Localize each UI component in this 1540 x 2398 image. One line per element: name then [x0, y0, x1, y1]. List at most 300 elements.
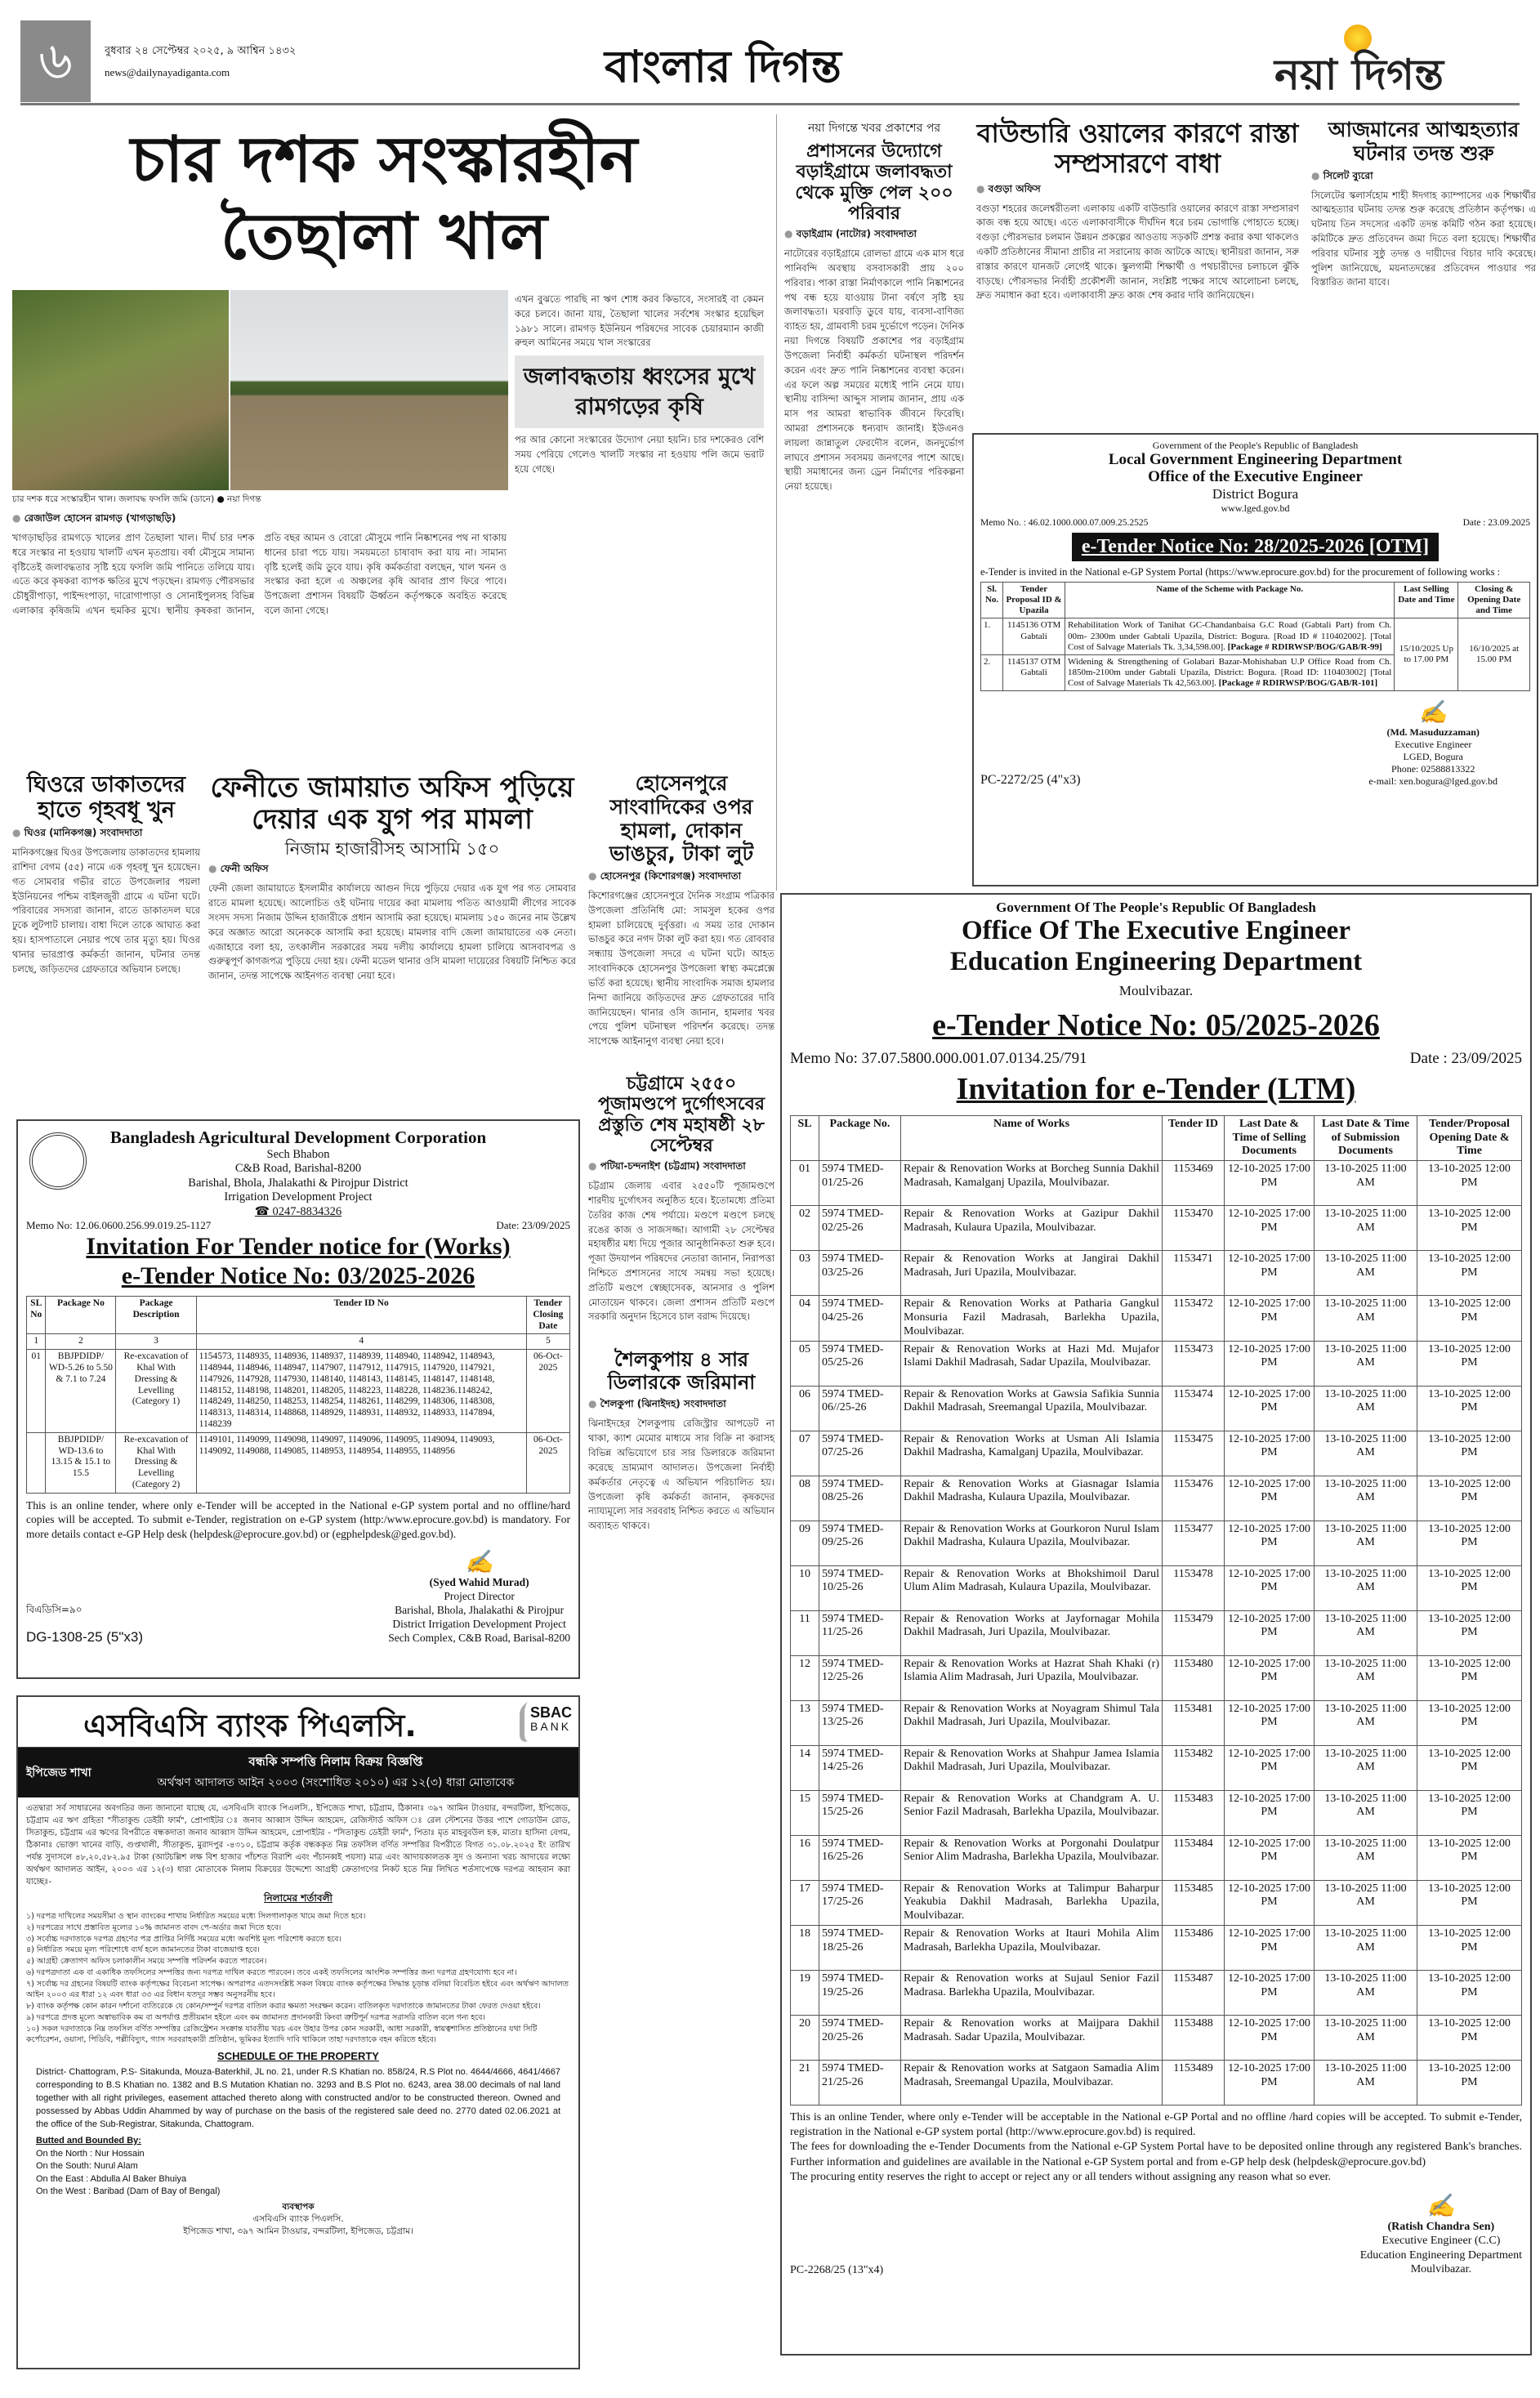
- story-ghior: [12, 772, 200, 976]
- cell-open: 13-10-2025 12:00 PM: [1417, 1386, 1522, 1431]
- cell-sub: 13-10-2025 11:00 AM: [1315, 1251, 1417, 1296]
- signer-phone: Phone: 02588813322: [1391, 763, 1475, 775]
- cell-sl: 1.: [981, 618, 1003, 655]
- story-body: ঝিনাইদহের শৈলকুপায় রেজিস্ট্রার আপডেট না থাকা, ক্যাশ মেমোর মাধ্যমে সার বিক্রি না করাসহ বিভিন্ন অভিযোগে চার সার ডিলারকে জরিমানা করেছে ভ্রাম্যমাণ আদালত। উপজেলা নির্বাহী কর্মকর্তার নেতৃত্বে এ অভিযান পরিচালিত হয়। উপজেলা কৃষি কর্মকর্তা জানান, কৃষকদের ন্যায্যমূল্যে সার সরবরাহ নিশ্চিত করতে এ অভিযান অব্যাহত থাকবে।: [588, 1418, 774, 1532]
- cell-sub: 13-10-2025 11:00 AM: [1315, 1206, 1417, 1251]
- cell-sl: 12: [791, 1655, 819, 1700]
- cell-pkg: 5974 TMED-13/25-26: [819, 1700, 901, 1745]
- cell-scheme: [1065, 654, 1395, 691]
- cell-name: Repair & Renovation Works at Talimpur Baharpur Yeakubia Dakhil Madrasah, Barlekha Upazila, Moulvibazar.: [901, 1880, 1163, 1925]
- term-item: ২) দরপত্রের সাথে প্রস্তাবিত মূল্যের ১০% জামানত বাবদ পে-অর্ডার জমা দিতে হবে।: [26, 1922, 282, 1932]
- cell-name: Repair & Renovation Works at Chandgram A. U. Senior Fazil Madrasah, Barlekha Upazila, Moulvibazar.: [901, 1790, 1163, 1835]
- term-item: ৭) সর্বোচ্চ দর গ্রহনের বিষয়টি ব্যাংক কর্তৃপক্ষের বিবেচনা সাপেক্ষ। অপরাপর এতদসংশ্লিষ্ট সকল বিষয়ে ব্যাংক কর্তৃপক্ষের সিদ্ধান্ত চূড়ান্ত বলিয়া বিবেচিত হইবে এবং অর্থঋণ আদালত আইন ২০০৩ এর ধারা ১২ এবং ধারা ৩৩ এর বিধান যতদূর সম্ভব অনুসরনীয় হবে।: [26, 1979, 569, 2000]
- story-sylhet: [1311, 118, 1536, 290]
- cell-id: 1153487: [1163, 1971, 1225, 2016]
- lged-intro: e-Tender is invited in the National e-GP System Portal (https://www.eprocure.gov.bd) for the procurement of following works :: [980, 565, 1501, 578]
- cell-pkg: 5974 TMED-21/25-26: [819, 2061, 901, 2106]
- cell-sell: 12-10-2025 17:00 PM: [1225, 1476, 1315, 1521]
- eed-dept: Education Engineering Department: [949, 946, 1363, 976]
- lead-side-text: এখন বুঝতে পারছি না ঋণ শোধ করব কিভাবে, সংসারই বা কেমন করে চলবে। জানা যায়, তৈছালা খালের সর্বশেষ সংস্কার হয়েছিল ১৯৮১ সালে। রামগড় ইউনিয়ন পরিষদের সাবেক চেয়ারম্যান কাজী রুহুল আমিনের সময়ে খাল সংস্কারের: [515, 293, 764, 349]
- eed-notice-number: e-Tender Notice No: 05/2025-2026: [932, 1007, 1380, 1043]
- badc-tender-notice: [16, 1119, 580, 1679]
- column-header: Package No: [46, 1296, 116, 1333]
- lead-side-column: [515, 292, 764, 476]
- table-row: [791, 1296, 1522, 1341]
- cell-sub: 13-10-2025 11:00 AM: [1315, 1386, 1417, 1431]
- column-header: Last Date & Time of Selling Documents: [1225, 1115, 1315, 1160]
- cell-pkg: 5974 TMED-08/25-26: [819, 1476, 901, 1521]
- cell-open: 13-10-2025 12:00 PM: [1417, 2061, 1522, 2106]
- story-chattogram: [588, 1074, 774, 1324]
- sbac-intro: এতদ্বারা সর্ব সাধারনের অবগতির জন্য জানানো যাচ্ছে যে, এসবিএসি ব্যাংক পিএলসি., ইপিজেড শাখা, চট্টগ্রাম, ঠিকানাঃ ৩৯৭ আমিন টাওয়ার, বন্দরটিলা, ইপিজেড, চট্টগ্রাম এর ঋণ গ্রহিতা "সীতাকুন্ড ডেইরী ফার্ম", প্রোপাইটর ঃ জনাব আব্বাস উদ্দিন আহমেদ, রেজিস্টার্ড অফিস ঃ রেল স্টেশনের উত্তর পাশে গোডাউন রোড, সিতাকুন্ড, চট্টগ্রাম এর ঋণের বিপরীতে বন্ধকদাতা জনাব আব্বাস উদ্দিন আহমেদ, প্রোপাইটর - "সিতাকুন্ড ডেইরী ফার্ম", পিতাঃ মৃত মাহবুবউল হক, মাতাঃ হাসিনা বেগম, ঠিকানাঃ ভোক্তা খানের বাড়ি, গুপ্তখালী, সীতাকুন্ড, মুরাদপুর -৪৩১০, চট্টগ্রাম কর্তৃক বন্ধককৃত নিম্ন তফসিল বর্ণিত সম্পত্তির বিপরীতে বিগত ৩১.০৮.২০২৫ ইং তারিখ পর্যন্ত সুদাসলে ৪৮,২০,৫৮২.৯৫ টাকা (আটচল্লিশ লক্ষ বিশ হাজার পাঁচশত বিরাশি এবং পঁচানব্বই পয়সা) মাত্র এবং আদায়কালতক সুদ ও অন্যান্য খরচ আদায়ের লক্ষ্যে অর্থঋণ আদালত আইন, ২০০৩ এর ১২(৩) ধারা মোতাবেক নিলাম বিক্রয়ের উদ্দেশ্যে আগ্রহী ক্রেতাগণের নিকট হতে নিম্ন লিখিত শর্তসাপেক্ষে দরপত্র আহবান করা যাচ্ছেঃ-: [26, 1804, 570, 1887]
- cell-sell: 12-10-2025 17:00 PM: [1225, 1880, 1315, 1925]
- cell-name: Repair & Renovation works at Satgaon Samadia Alim Madrasah, Sreemangal Upazila, Moulvibazar.: [901, 2061, 1163, 2106]
- signer-org: Barishal, Bhola, Jhalakathi & Pirojpur: [395, 1604, 565, 1617]
- lged-office: Office of the Executive Engineer: [1148, 467, 1363, 485]
- cell-sell: 12-10-2025 17:00 PM: [1225, 2061, 1315, 2106]
- cell-open: 13-10-2025 12:00 PM: [1417, 1655, 1522, 1700]
- story-kicker: নয়া দিগন্তে খবর প্রকাশের পর: [807, 122, 941, 135]
- column-number: 5: [526, 1334, 569, 1350]
- package-number: [Package # RDIRWSP/BOG/GAB/R-101]: [1218, 678, 1378, 689]
- cell-sl: 11: [791, 1610, 819, 1655]
- lged-date: Date : 23.09.2025: [1462, 517, 1530, 528]
- term-item: ৫) আগ্রহী ক্রেতাগণ অফিস চলাকালীন সময়ে সম্পত্তি পরিদর্শন করতে পারবেন।: [26, 1957, 267, 1967]
- signer-name: (Ratish Chandra Sen): [1387, 2220, 1495, 2233]
- cell-sub: 13-10-2025 11:00 AM: [1315, 1161, 1417, 1206]
- column-number: 1: [27, 1334, 46, 1350]
- story-headline: ফেনীতে জামায়াত অফিস পুড়িয়ে দেয়ার এক যুগ পর মামলা: [210, 771, 574, 837]
- column-header: Tender ID No: [196, 1296, 526, 1333]
- cell-name: Repair & Renovation Works at Itauri Mohila Alim Madrasah, Barlekha Upazila, Moulvibazar.: [901, 1926, 1163, 1971]
- sbac-signer-address: ইপিজেড শাখা, ৩৯৭ আমিন টাওয়ার, বন্দরটিলা, ইপিজেড, চট্টগ্রাম।: [183, 2226, 413, 2236]
- cell-id: 1153485: [1163, 1880, 1225, 1925]
- story-feni: [208, 772, 576, 984]
- signer-org: District Irrigation Development Project: [392, 1617, 566, 1630]
- cell-ids: 1154573, 1148935, 1148936, 1148937, 1148939, 1148940, 1148942, 1148943, 1148944, 1148946, 1148947, 1147907, 1147912, 1147915, 1147920, 1147921, 1147926, 1147928, 1147930, 1148140, 1148143, 1148145, 1148147, 1148148, 1148152, 1148198, 1148201, 1148205, 1148223, 1148228, 1148236.1148242, 1148249, 1148250, 1148253, 1148254, 1148261, 1148299, 1148306, 1148308, 1148313, 1148314, 1148868, 1148929, 1148931, 1148932, 1148933, 1147894, 1148239: [196, 1350, 526, 1433]
- cell-sub: 13-10-2025 11:00 AM: [1315, 1341, 1417, 1386]
- column-header: Last Date & Time of Submission Documents: [1315, 1115, 1417, 1160]
- cell-id: 1153489: [1163, 2061, 1225, 2106]
- signer-title: Executive Engineer: [1395, 739, 1472, 751]
- term-item: ৪) নির্ধারিত সময়ে মূল্য পরিশোধে ব্যর্থ হলে জামানতের টাকা বাজেয়াপ্ত হবে।: [26, 1945, 260, 1955]
- lged-dept: Local Government Engineering Department: [1108, 451, 1403, 468]
- cell-name: Repair & Renovation Works at Shahpur Jamea Islamia Dakhil Madrasah, Juri Upazila, Moulvibazar.: [901, 1745, 1163, 1790]
- story-hossainpur: [588, 772, 774, 1049]
- cell-pkg: 5974 TMED-09/25-26: [819, 1521, 901, 1565]
- cell-open: 13-10-2025 12:00 PM: [1417, 2016, 1522, 2061]
- eed-date: Date : 23/09/2025: [1409, 1049, 1522, 1067]
- cell-open: 13-10-2025 12:00 PM: [1417, 1521, 1522, 1565]
- cell-id: 1153478: [1163, 1565, 1225, 1610]
- lead-headline-line1: চার দশক সংস্কারহীন: [130, 123, 638, 197]
- cell-sl: 07: [791, 1431, 819, 1476]
- cell-sl: 17: [791, 1880, 819, 1925]
- story-byline: ● ফেনী অফিস: [208, 862, 576, 878]
- table-row: [791, 1206, 1522, 1251]
- cell-sub: 13-10-2025 11:00 AM: [1315, 1431, 1417, 1476]
- cell-open: 13-10-2025 12:00 PM: [1417, 1745, 1522, 1790]
- story-byline: ● বগুড়া অফিস: [976, 182, 1299, 199]
- cell-name: Repair & Renovation Works at Porgonahi Doulatpur Senior Alim Madrasha, Barlekha Upazila, Moulvibazar.: [901, 1835, 1163, 1880]
- cell-sl: 16: [791, 1835, 819, 1880]
- column-header: Tender ID: [1163, 1115, 1225, 1160]
- story-headline: আজমানের আত্মহত্যার ঘটনার তদন্ত শুরু: [1328, 118, 1520, 165]
- column-header: Package Description: [116, 1296, 196, 1333]
- term-item: ৩) সর্বোচ্চ দরদাতাকে দরপত্র গ্রহণের পত্র প্রাপ্তির নির্দিষ্ট সময়ের মধ্যে অবশিষ্ট মূল্য পরিশোধ করতে হবে।: [26, 1934, 341, 1944]
- sbac-name: এসবিএসি ব্যাংক পিএলসি.: [83, 1708, 417, 1744]
- eed-paragraph: This is an online Tender, where only e-Tender will be acceptable in the National e-GP Portal and no offline /hard copies will be accepted. To submit e-Tender, registration in the National e-GP system portal (http://www.eprocure.gov.bd) is required.: [790, 2111, 1522, 2139]
- sbac-signer: ব্যবস্থাপক: [282, 2202, 315, 2213]
- lged-pc-code: PC-2272/25 (4"x3): [980, 773, 1081, 788]
- cell-name: Repair & Renovation Works at Noyagram Shimul Tala Dakhil Madrasah, Juri Upazila, Moulvibazar.: [901, 1700, 1163, 1745]
- story-byline: ● পটিয়া-চন্দনাইশ (চট্টগ্রাম) সংবাদদাতা: [588, 1159, 774, 1176]
- column-header: Name of Works: [901, 1115, 1163, 1160]
- cell-selling-date: 15/10/2025 Up to 17.00 PM: [1395, 618, 1458, 691]
- table-row: [791, 1926, 1522, 1971]
- cell-open: 13-10-2025 12:00 PM: [1417, 1431, 1522, 1476]
- signer-title: Project Director: [444, 1590, 515, 1603]
- column-header: Tender Proposal ID & Upazila: [1003, 582, 1065, 618]
- lead-side-text-2: পর আর কোনো সংস্কারের উদ্যোগ নেয়া হয়নি। চার দশকেরও বেশি সময় পেরিয়ে গেলেও খালটি সংস্কার না হওয়ায় পলি জমে ভরাট হয়ে গেছে।: [515, 434, 764, 475]
- cell-open: 13-10-2025 12:00 PM: [1417, 1161, 1522, 1206]
- cell-pkg: 5974 TMED-10/25-26: [819, 1565, 901, 1610]
- column-header: SL: [791, 1115, 819, 1160]
- table-row: [981, 618, 1530, 655]
- table-row: [27, 1350, 570, 1433]
- cell-sl: 05: [791, 1341, 819, 1386]
- eed-pc-code: PC-2268/25 (13"x4): [790, 2263, 884, 2276]
- cell-sub: 13-10-2025 11:00 AM: [1315, 1926, 1417, 1971]
- badc-address: Barishal, Bhola, Jhalakathi & Pirojpur District: [188, 1176, 408, 1190]
- logo-text: নয়া দিগন্ত: [1274, 51, 1444, 100]
- term-item: ৮) ব্যাংক কর্তৃপক্ষ কোন কারন দর্শানো ব্যতিরেকে যে কোন/সম্পুর্ন দরপত্র বাতিল করার ক্ষমতা সংরক্ষন করেন। বাতিলকৃত দরদাতাকে জামানতের টাকা ফেরত দেওয়া হইবে।: [26, 2002, 541, 2012]
- cell-sub: 13-10-2025 11:00 AM: [1315, 1880, 1417, 1925]
- story-body: মানিকগঞ্জের ঘিওর উপজেলায় ডাকাতদের হামলায় রাশিদা বেগম (৫৫) নামে এক গৃহবধূ খুন হয়েছেন। গত সোমবার গভীর রাতে উপজেলার পয়লা ইউনিয়নের পশ্চিম বাইলজুরী গ্রামে এ ঘটনা ঘটে। পরিবারের সদস্যরা জানান, রাতে ডাকাতদল ঘরে ঢুকে লুটপাট চালায়। বাধা দিলে তাকে আঘাত করা হয়। হাসপাতালে নেয়ার পথে তার মৃত্যু হয়। ঘিওর থানার ভারপ্রাপ্ত কর্মকর্তা জানান, ঘটনার তদন্ত চলছে, জড়িতদের গ্রেফতারে অভিযান চলছে।: [12, 846, 200, 975]
- cell-open: 13-10-2025 12:00 PM: [1417, 1341, 1522, 1386]
- story-byline: ● হোসেনপুর (কিশোরগঞ্জ) সংবাদদাতা: [588, 869, 774, 886]
- column-header: Sl. No.: [981, 582, 1003, 618]
- cell-open: 13-10-2025 12:00 PM: [1417, 1565, 1522, 1610]
- cell-id: 1153482: [1163, 1745, 1225, 1790]
- story-headline: হোসেনপুরে সাংবাদিকের ওপর হামলা, দোকান ভাঙচুর, টাকা লুট: [609, 771, 754, 866]
- eed-signatory: [1360, 2191, 1522, 2277]
- cell-sell: 12-10-2025 17:00 PM: [1225, 1655, 1315, 1700]
- sbac-schedule-title: SCHEDULE OF THE PROPERTY: [217, 2050, 379, 2063]
- column-divider: [776, 114, 777, 891]
- lead-subhead: জলাবদ্ধতায় ধ্বংসের মুখে রামগড়ের কৃষি: [515, 355, 764, 428]
- column-header: Tender/Proposal Opening Date & Time: [1417, 1115, 1522, 1160]
- story-baraigram: [784, 118, 964, 494]
- cell-pkg: 5974 TMED-19/25-26: [819, 1971, 901, 2016]
- cell-tender-id: 1145136 OTM Gabtali: [1003, 618, 1065, 655]
- cell-sell: 12-10-2025 17:00 PM: [1225, 1251, 1315, 1296]
- cell-sl: 01: [27, 1350, 46, 1433]
- cell-id: 1153480: [1163, 1655, 1225, 1700]
- header-divider: [20, 103, 1520, 105]
- cell-sell: 12-10-2025 17:00 PM: [1225, 1296, 1315, 1341]
- cell-sub: 13-10-2025 11:00 AM: [1315, 1700, 1417, 1745]
- cell-desc: Re-excavation of Khal With Dressing & Levelling (Category 1): [116, 1350, 196, 1433]
- term-item: ১) দরপত্র দাখিলের সময়সীমা ও স্থান ব্যাংকের শাখায় নির্ধারিত সময়ের মধ্যে সিলগালাকৃত খামে জমা দিতে হবে।: [26, 1912, 366, 1921]
- cell-name: Repair & Renovation Works at Giasnagar Islamia Dakhil Madrasha, Kulaura Upazila, Moulvibazar.: [901, 1476, 1163, 1521]
- term-item: ৬) দরপত্রদাতা এক বা একাধিক তফসিলের সম্পত্তির জন্য দরপত্র দাখিল করতে পারবেন। তবে একই তফসিলের আংশিক সম্পত্তির জন্য দরপত্র গ্রহণযোগ্য হবে না।: [26, 1967, 517, 1977]
- column-header: Last Selling Date and Time: [1395, 582, 1458, 618]
- cell-name: Repair & Renovation Works at Patharia Gangkul Monsuria Fazil Madrasah, Barlekha Upazila, Moulvibazar.: [901, 1296, 1163, 1341]
- cell-id: 1153484: [1163, 1835, 1225, 1880]
- cell-pkg: 5974 TMED-15/25-26: [819, 1790, 901, 1835]
- table-row: [791, 1476, 1522, 1521]
- story-byline: ● সিলেট ব্যুরো: [1311, 169, 1536, 185]
- cell-id: 1153470: [1163, 1206, 1225, 1251]
- cell-pkg: 5974 TMED-01/25-26: [819, 1161, 901, 1206]
- cell-name: Repair & Renovation works at Sujaul Senior Fazil Madrasa. Barlekha Upazila, Moulvibazar.: [901, 1971, 1163, 2016]
- cell-closing-date: 16/10/2025 at 15.00 PM: [1458, 618, 1530, 691]
- scheme-name: Rehabilitation Work of Tanihat GC-Chandanbaisa G.C Road (Gabtali Part) from Ch. 00m- 2300m under Gabtali Upazila, District: Bogura. [Road ID # 110402002]. [Total Cost of Salvage Materials Tk. 3,34,598.00].: [1068, 620, 1392, 652]
- cell-id: 1153479: [1163, 1610, 1225, 1655]
- table-row: [791, 1251, 1522, 1296]
- cell-sell: 12-10-2025 17:00 PM: [1225, 1790, 1315, 1835]
- story-body: নাটোরের বড়াইগ্রামে রোলভা গ্রামে এক মাস ধরে পানিবন্দি অবস্থায় বসবাসকারী প্রায় ২০০ পরিবার। পাকা রাস্তা নির্মাণকালে পানি নিষ্কাশনের পথ বন্ধ হয়ে যাওয়ায় টানা বর্ষণে সৃষ্টি হয় জলাবদ্ধতা। ঘরবাড়ি ডুবে যায়, ব্যবসা-বাণিজ্য ব্যাহত হয়, গ্রামবাসী চরম দুর্ভোগে পড়েন। দৈনিক নয়া দিগন্তে বিষয়টি প্রকাশের পর বড়াইগ্রাম উপজেলা নির্বাহী কর্মকর্তা ঘটনাস্থল পরিদর্শন করেন এবং দ্রুত পানি নিষ্কাশনের ব্যবস্থা করেন। এর ফলে অল্প সময়ের মধ্যেই পানি নেমে যায়। স্থানীয় বাসিন্দা আব্দুস সালাম জানান, প্রায় এক মাস পর আমরা স্বাভাবিক জীবনে ফিরেছি। আমরা প্রশাসনকে ধন্যবাদ জানাই। ইউএনও লায়লা জান্নাতুল ফেরদৌস বলেন, জনদুর্ভোগ লাঘবে প্রশাসন সবসময় জনগণের পাশে আছে। স্থায়ী সমাধানের জন্য ড্রেন নির্মাণের পরিকল্পনা নেয়া হয়েছে।: [784, 248, 964, 493]
- cell-open: 13-10-2025 12:00 PM: [1417, 1790, 1522, 1835]
- cell-sub: 13-10-2025 11:00 AM: [1315, 1476, 1417, 1521]
- sbac-schedule: District- Chattogram, P.S- Sitakunda, Mouza-Baterkhil, JL no. 21, under R.S Khatian no. 858/24, R.S Plot no. 4644/4666, 4641/4667 corresponding to B.S Khatian no. 1382 and B.S Mutation Khatian no. 3293 and B.S Plot no. 6243, area 38.00 decimals of nal land together with all right privileges, easement attached thereto along with constructed and/or to be constructed thereon. Owned and possessed by Abbas Uddin Ahammed by way of purchase on the basis of the registered sale deed no. 2770 dated 02.06.2021 at the office of the Sub-Registrar, Sitakunda, Chattogram.: [36, 2067, 560, 2129]
- signer-title: Executive Engineer (C.C): [1382, 2235, 1501, 2248]
- column-number: 4: [196, 1334, 526, 1350]
- eed-table: [790, 1115, 1522, 2106]
- badc-address: Sech Bhabon: [266, 1148, 330, 1161]
- sbac-logo-text: SBAC: [529, 1704, 572, 1721]
- cell-ids: 1149101, 1149099, 1149098, 1149097, 1149096, 1149095, 1149094, 1149093, 1149092, 1149088, 1149085, 1148953, 1148954, 1148955, 1148956: [196, 1432, 526, 1493]
- cell-sub: 13-10-2025 11:00 AM: [1315, 1835, 1417, 1880]
- cell-open: 13-10-2025 12:00 PM: [1417, 1880, 1522, 1925]
- cell-sl: 04: [791, 1296, 819, 1341]
- cell-name: Repair & Renovation Works at Hazi Md. Mujafor Islami Dakhil Madrasah, Sadar Upazila, Moulvibazar.: [901, 1341, 1163, 1386]
- cell-sl: 02: [791, 1206, 819, 1251]
- badc-date: Date: 23/09/2025: [496, 1218, 570, 1231]
- term-item: ১০) সকল দরদাতাকে নিম্ন তফসিল বর্ণিত সম্পত্তির রেজিস্ট্রেশন সংক্রান্ত যাবতীয় খরচ এবং উহার উপর কোন সরকারী, আধা সরকারী, স্বায়ত্বশাসিত প্রতিষ্ঠানের যথা সিটি কর্পোরেশন, ওয়াসা, পিডিবি, পল্লীবিদ্যুৎ, গ্যাস সরবরাহকারী প্রতিষ্ঠান, ভূমিকর ইত্যাদি দাবি থাকিলে তাহা দরদাতাকে বহন করিতে হইবে।: [26, 2024, 538, 2045]
- eed-place: Moulvibazar.: [1118, 982, 1194, 998]
- sbac-auction-notice: [16, 1695, 580, 2369]
- eed-paragraph: The procuring entity reserves the right to accept or reject any or all tenders without assigning any reason what so ever.: [790, 2170, 1332, 2183]
- sbac-bounds: [26, 2148, 570, 2199]
- lead-byline: ● রেজাউল হোসেন রামগড় (খাগড়াছড়ি): [12, 511, 507, 528]
- cell-sell: 12-10-2025 17:00 PM: [1225, 1745, 1315, 1790]
- badc-memo: Memo No: 12.06.0600.256.99.019.25-1127: [26, 1218, 212, 1231]
- table-row: [791, 2061, 1522, 2106]
- story-headline: চট্টগ্রামে ২৫৫০ পূজামণ্ডপে দুর্গোৎসবের প্রস্তুতি শেষ মহাষষ্ঠী ২৮ সেপ্টেম্বর: [598, 1073, 765, 1156]
- signer-org: Education Engineering Department: [1359, 2248, 1522, 2262]
- boundary-item: On the South: Nurul Alam: [36, 2161, 138, 2172]
- badc-table: [26, 1296, 570, 1494]
- boundary-item: On the East : Abdulla Al Baker Bhuiya: [36, 2173, 187, 2184]
- cell-pkg: BBJPDIDP/ WD-5.26 to 5.50 & 7.1 to 7.24: [46, 1350, 116, 1433]
- eed-office: Office Of The Executive Engineer: [962, 916, 1350, 945]
- cell-id: 1153474: [1163, 1386, 1225, 1431]
- sbac-title: বন্ধকি সম্পত্তি নিলাম বিক্রয় বিজ্ঞপ্তি: [248, 1754, 423, 1769]
- package-number: [Package # RDIRWSP/BOG/GAB/R-99]: [1227, 641, 1382, 652]
- column-header: Name of the Scheme with Package No.: [1065, 582, 1395, 618]
- cell-open: 13-10-2025 12:00 PM: [1417, 1476, 1522, 1521]
- cell-date: 06-Oct-2025: [526, 1432, 569, 1493]
- cell-pkg: 5974 TMED-05/25-26: [819, 1341, 901, 1386]
- cell-name: Repair & Renovation Works at Jayfornagar Mohila Dakhil Madrasah, Juri Upazila, Moulvibazar.: [901, 1610, 1163, 1655]
- table-row: [27, 1432, 570, 1493]
- lged-gov: Government of the People's Republic of Bangladesh: [1152, 440, 1359, 451]
- cell-sub: 13-10-2025 11:00 AM: [1315, 1565, 1417, 1610]
- cell-sl: 03: [791, 1251, 819, 1296]
- cell-open: 13-10-2025 12:00 PM: [1417, 1206, 1522, 1251]
- cell-sl: 14: [791, 1745, 819, 1790]
- table-row: [791, 1700, 1522, 1745]
- table-row: [791, 1745, 1522, 1790]
- badc-address: Irrigation Development Project: [224, 1190, 373, 1204]
- badc-signatory: [388, 1547, 570, 1645]
- cell-sl: 01: [791, 1161, 819, 1206]
- cell-scheme: [1065, 618, 1395, 655]
- badc-org: Bangladesh Agricultural Development Corporation: [109, 1128, 487, 1147]
- badc-title: Invitation For Tender notice for (Works): [86, 1232, 511, 1260]
- newspaper-logo: [1274, 25, 1536, 98]
- table-row: [791, 1565, 1522, 1610]
- signer-email[interactable]: e-mail: xen.bogura@lged.gov.bd: [1368, 775, 1498, 788]
- cell-id: 1153471: [1163, 1251, 1225, 1296]
- cell-open: 13-10-2025 12:00 PM: [1417, 1926, 1522, 1971]
- cell-name: Repair & Renovation Works at Hazrat Shah Khaki (r) Islamia Alim Madrasah, Juri Upazila, Moulvibazar.: [901, 1655, 1163, 1700]
- cell-sl: 21: [791, 2061, 819, 2106]
- signer-place: Moulvibazar.: [1410, 2263, 1471, 2276]
- cell-open: 13-10-2025 12:00 PM: [1417, 1700, 1522, 1745]
- lged-signature: ✍: [1418, 699, 1448, 726]
- sbac-bounded-title: Butted and Bounded By:: [36, 2135, 141, 2146]
- sbac-terms-title: নিলামের শর্তাবলী: [264, 1892, 333, 1904]
- table-row: [791, 1341, 1522, 1386]
- boundary-item: On the North : Nur Hossain: [36, 2148, 145, 2159]
- cell-sub: 13-10-2025 11:00 AM: [1315, 2016, 1417, 2061]
- cell-pkg: BBJPDIDP/ WD-13.6 to 13.15 & 15.1 to 15.5: [46, 1432, 116, 1493]
- lged-website[interactable]: www.lged.gov.bd: [1221, 502, 1290, 514]
- cell-pkg: 5974 TMED-12/25-26: [819, 1655, 901, 1700]
- cell-sl: 09: [791, 1521, 819, 1565]
- cell-open: 13-10-2025 12:00 PM: [1417, 1835, 1522, 1880]
- cell-pkg: 5974 TMED-18/25-26: [819, 1926, 901, 1971]
- cell-sl: 13: [791, 1700, 819, 1745]
- table-row: [791, 1655, 1522, 1700]
- column-header: SL No: [27, 1296, 46, 1333]
- cell-sell: 12-10-2025 17:00 PM: [1225, 1610, 1315, 1655]
- badc-dg-code: DG-1308-25 (5"x3): [26, 1628, 144, 1645]
- contact-email[interactable]: news@dailynayadiganta.com: [105, 66, 230, 78]
- lged-table: [980, 582, 1530, 692]
- eed-memo: Memo No: 37.07.5800.000.001.07.0134.25/791: [790, 1049, 1087, 1067]
- cell-sl: 06: [791, 1386, 819, 1431]
- cell-sl: 08: [791, 1476, 819, 1521]
- story-bogura: [976, 118, 1299, 303]
- cell-open: 13-10-2025 12:00 PM: [1417, 1971, 1522, 2016]
- lged-notice-number: e-Tender Notice No: 28/2025-2026 [OTM]: [1072, 533, 1439, 561]
- eed-gov: Government Of The People's Republic Of Bangladesh: [996, 900, 1316, 915]
- cell-sub: 13-10-2025 11:00 AM: [1315, 1521, 1417, 1565]
- cell-sub: 13-10-2025 11:00 AM: [1315, 2061, 1417, 2106]
- cell-id: 1153475: [1163, 1431, 1225, 1476]
- cell-sub: 13-10-2025 11:00 AM: [1315, 1790, 1417, 1835]
- cell-sell: 12-10-2025 17:00 PM: [1225, 1386, 1315, 1431]
- lged-signatory: [1368, 698, 1498, 788]
- table-row: [791, 1790, 1522, 1835]
- cell-sell: 12-10-2025 17:00 PM: [1225, 1206, 1315, 1251]
- cell-sell: 12-10-2025 17:00 PM: [1225, 2016, 1315, 2061]
- signer-name: (Md. Masuduzzaman): [1386, 726, 1480, 739]
- cell-pkg: 5974 TMED-11/25-26: [819, 1610, 901, 1655]
- header-meta: [105, 41, 296, 83]
- lead-photo-bridge: [12, 290, 229, 490]
- lged-memo: Memo No. : 46.02.1000.000.07.009.25.2525: [980, 517, 1149, 528]
- sbac-branch: ইপিজেড শাখা: [26, 1766, 92, 1780]
- cell-date: 06-Oct-2025: [526, 1350, 569, 1433]
- column-header: Package No.: [819, 1115, 901, 1160]
- cell-name: Repair & Renovation Works at Usman Ali Islamia Dakhil Madrasha, Kamalganj Upazila, Moulvibazar.: [901, 1431, 1163, 1476]
- cell-id: 1153488: [1163, 2016, 1225, 2061]
- table-row: [791, 1971, 1522, 2016]
- table-row: [791, 1880, 1522, 1925]
- badc-phone: ☎ 0247-8834326: [254, 1204, 342, 1218]
- cell-pkg: 5974 TMED-16/25-26: [819, 1835, 901, 1880]
- cell-sl: 18: [791, 1926, 819, 1971]
- cell-pkg: 5974 TMED-17/25-26: [819, 1880, 901, 1925]
- cell-pkg: 5974 TMED-06//25-26: [819, 1386, 901, 1431]
- sbac-logo-text: BANK: [529, 1719, 572, 1733]
- cell-sell: 12-10-2025 17:00 PM: [1225, 1835, 1315, 1880]
- column-number: 3: [116, 1334, 196, 1350]
- section-title: বাংলার দিগন্ত: [605, 41, 841, 92]
- cell-name: Repair & Renovation Works at Bhokshimoil Darul Ulum Alim Madrasah, Kulaura Upazila, Moulvibazar.: [901, 1565, 1163, 1610]
- cell-sell: 12-10-2025 17:00 PM: [1225, 1926, 1315, 1971]
- eed-tender-notice: [780, 893, 1532, 2356]
- lead-body: [12, 508, 507, 772]
- lged-tender-notice: [972, 433, 1538, 886]
- eed-invitation-title: Invitation for e-Tender (LTM): [956, 1071, 1356, 1106]
- story-byline: ● বড়াইগ্রাম (নাটোর) সংবাদদাতা: [784, 227, 964, 243]
- term-item: ৯) দরপত্রে প্রদত্ত মূল্যে অস্বাভাবিক কম বা অপর্যাপ্ত প্রতীয়মান হইলে এবং কম জামানত প্রদানকারী কিংবা ত্রুটিপূর্ন দরপত্র সরাসরি বাতিল বলে গন্য হবে।: [26, 2012, 485, 2022]
- lead-headline: [16, 123, 752, 275]
- story-headline: ঘিওরে ডাকাতদের হাতে গৃহবধূ খুন: [27, 772, 185, 824]
- cell-sell: 12-10-2025 17:00 PM: [1225, 1700, 1315, 1745]
- cell-desc: Re-excavation of Khal With Dressing & Levelling (Category 2): [116, 1432, 196, 1493]
- cell-sell: 12-10-2025 17:00 PM: [1225, 1161, 1315, 1206]
- cell-sl: [27, 1432, 46, 1493]
- cell-pkg: 5974 TMED-04/25-26: [819, 1296, 901, 1341]
- cell-tender-id: 1145137 OTM Gabtali: [1003, 654, 1065, 691]
- story-body: কিশোরগঞ্জের হোসেনপুরে দৈনিক সংগ্রাম পত্রিকার উপজেলা প্রতিনিধি মো: সামসুল হকের ওপর হামলা চালিয়েছে দুর্বৃত্তরা। এ সময় তার দোকান ভাঙচুর করে নগদ টাকা লুট করা হয়। গত রোববার সন্ধ্যায় উপজেলা সদরে এ ঘটনা ঘটে। আহত সাংবাদিককে হোসেনপুর উপজেলা স্বাস্থ্য কমপ্লেক্সে ভর্তি করা হয়েছে। স্থানীয় সাংবাদিক সমাজ হামলার নিন্দা জানিয়ে জড়িতদের দ্রুত গ্রেফতারের দাবি জানিয়েছেন। থানার ওসি জানান, হামলার খবর পেয়ে পুলিশ ঘটনাস্থল পরিদর্শন করেছে। তদন্ত সাপেক্ষে আইনানুগ ব্যবস্থা নেয়া হবে।: [588, 890, 774, 1047]
- story-body: ফেনী জেলা জামায়াতে ইসলামীর কার্যালয়ে আগুন দিয়ে পুড়িয়ে দেয়ার এক যুগ পর গত সোমবার রাতে মামলা হয়েছে। আলোচিত ওই ঘটনায় দায়ের করা মামলায় পতিত আওয়ামী লীগের সাবেক সংসদ সদস্য নিজাম উদ্দিন হাজারীকে প্রধান আসামি করা হয়েছে। মামলায় ১৫০ জনের নাম উল্লেখ করে অজ্ঞাত আরো অনেককে আসামি করা হয়েছে। মামলার বাদি জেলা জামায়াতের এক নেতা। এজাহারে বলা হয়, তৎকালীন সরকারের সময় দলীয় কার্যালয়ে হামলা চালিয়ে আসবাবপত্র ও গুরুত্বপূর্ণ কাগজপত্র পুড়িয়ে দেয়া হয়। ফেনী মডেল থানার ওসি মামলা দায়েরের বিষয়টি নিশ্চিত করে জানান, তদন্ত সাপেক্ষে আইনগত ব্যবস্থা নেয়া হবে।: [208, 882, 576, 982]
- issue-date: বুধবার ২৪ সেপ্টেম্বর ২০২৫, ৯ আশ্বিন ১৪৩২: [105, 45, 297, 57]
- page-number: ৬: [20, 20, 91, 102]
- story-subhead: নিজাম হাজারীসহ আসামি ১৫০: [284, 839, 500, 860]
- cell-sl: 15: [791, 1790, 819, 1835]
- column-header: Tender Closing Date: [526, 1296, 569, 1333]
- cell-id: 1153469: [1163, 1161, 1225, 1206]
- cell-sell: 12-10-2025 17:00 PM: [1225, 1565, 1315, 1610]
- cell-id: 1153476: [1163, 1476, 1225, 1521]
- cell-sub: 13-10-2025 11:00 AM: [1315, 1745, 1417, 1790]
- sbac-signer-org: এসবিএসি ব্যাংক পিএলসি.: [252, 2214, 344, 2225]
- scheme-name: Widening & Strengthening of Golabari Bazar-Mohishaban U.P Office Road from Ch. 1850m-2100m under Gabtali Upazila, District: Bogura. [Road ID: 110403002] [Total Cost of Salvage Materials Tk 42,563.00].: [1068, 656, 1392, 689]
- cell-id: 1153486: [1163, 1926, 1225, 1971]
- cell-name: Repair & Renovation Works at Jangirai Dakhil Madrasah, Juri Upazila, Moulvibazar.: [901, 1251, 1163, 1296]
- cell-sell: 12-10-2025 17:00 PM: [1225, 1521, 1315, 1565]
- table-row: [791, 1610, 1522, 1655]
- story-byline: ● শৈলকুপা (ঝিনাইদহ) সংবাদদাতা: [588, 1397, 774, 1413]
